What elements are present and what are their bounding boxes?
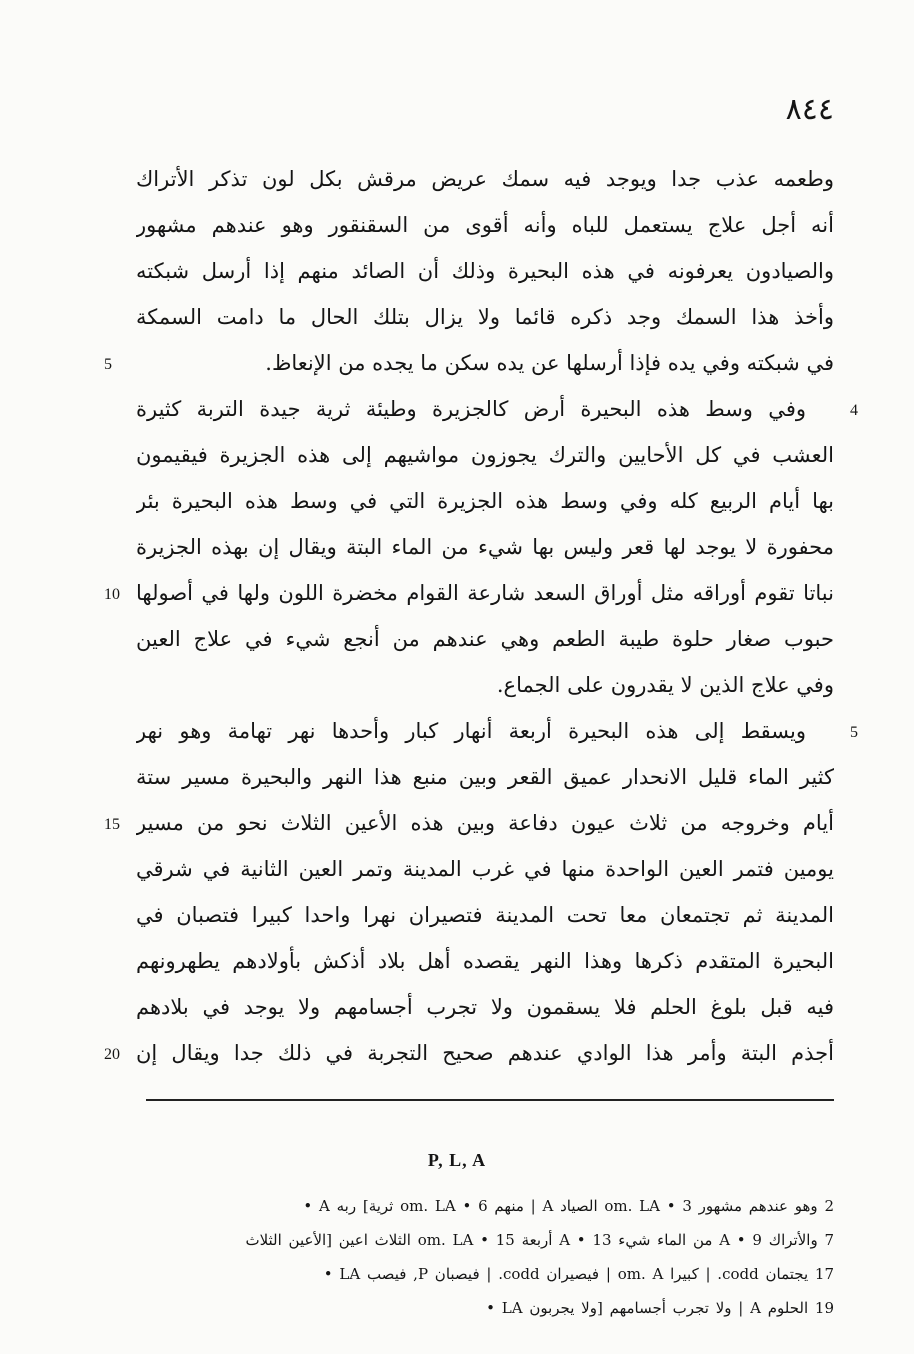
text-line: والصيادون يعرفونه في هذه البحيرة وذلك أن الصائد منهم إذا أرسل شبكته (136, 259, 834, 283)
text-line: وأخذ هذا السمك وجد ذكره قائما ولا يزال بتلك الحال ما دامت السمكة (136, 305, 834, 329)
text-line: المدينة ثم تجتمعان معا تحت المدينة فتصيران نهرا واحدا كبيرا فتصبان في (136, 903, 834, 927)
text-line: وفي وسط هذه البحيرة أرض كالجزيرة وطيئة ثرية جيدة التربة كثيرة (136, 397, 806, 421)
apparatus-line: 19 الحلوم A | ولا تجرب أجسامهم [ولا يجربون LA • (486, 1299, 834, 1317)
text-line: البحيرة المتقدم ذكرها وهذا النهر يقصده أهل بلاد أذكش بأولادهم يطهرونهم (136, 949, 834, 973)
paragraph-number-5: 5 (850, 724, 858, 741)
text-line: في شبكته وفي يده فإذا أرسلها عن يده سكن ما يجده من الإنعاظ. (265, 351, 834, 375)
text-line: نباتا تقوم أوراقه مثل أوراق السعد شارعة القوام مخضرة اللون ولها في أصولها (136, 581, 834, 605)
text-line: حبوب صغار حلوة طيبة الطعم وهي عندهم من أنجع شيء في علاج العين (136, 627, 834, 651)
text-line: ويسقط إلى هذه البحيرة أربعة أنهار كبار وأحدها نهر تهامة وهو نهر (136, 719, 806, 743)
text-line: كثير الماء قليل الانحدار عميق القعر وبين منبع هذا النهر والبحيرة مسير ستة (136, 765, 834, 789)
text-line: العشب في كل الأحايين والترك يجوزون مواشيهم إلى هذه الجزيرة فيقيمون (136, 443, 834, 467)
line-number-10: 10 (104, 586, 120, 603)
line-number-20: 20 (104, 1046, 120, 1063)
page-number: ٨٤٤ (785, 92, 834, 127)
text-line: فيه قبل بلوغ الحلم فلا يسقمون ولا تجرب أجسامهم ولا يوجد في بلادهم (136, 995, 834, 1019)
text-line: يومين فتمر العين الواحدة منها في غرب المدينة وتمر العين الثانية في شرقي (136, 857, 834, 881)
text-line: بها أيام الربيع كله وفي وسط هذه الجزيرة التي في وسط هذه البحيرة بئر (136, 489, 834, 513)
line-number-5: 5 (104, 356, 112, 373)
apparatus-line: 7 والأتراك A • 9 من الماء شيء A • 13 أربعة om. LA • 15 الثلاث اعين [الأعين الثلاث (245, 1231, 834, 1249)
text-line: وطعمه عذب جدا ويوجد فيه سمك عريض مرقش بكل لون تذكر الأتراك (136, 167, 834, 191)
text-line: وفي علاج الذين لا يقدرون على الجماع. (496, 673, 834, 697)
apparatus-line: 2 وهو عندهم مشهور om. LA • 3 الصياد A | منهم om. LA • 6 ثرية] ربه A • (303, 1197, 834, 1215)
text-line: محفورة لا يوجد لها قعر وليس بها شيء من الماء البتة ويقال إن بهذه الجزيرة (136, 535, 834, 559)
apparatus-sigla: P, L, A (427, 1150, 487, 1170)
apparatus-line: 17 يجتمان codd. | كبيرا om. A | فيصيران codd. | فيصبان P, فيصب LA • (323, 1265, 834, 1283)
paragraph-number-4: 4 (850, 402, 858, 419)
text-line: أيام وخروجه من ثلاث عيون دفاعة وبين هذه الأعين الثلاث نحو من مسير (136, 811, 834, 835)
text-line: أجذم البتة وأمر هذا الوادي عندهم صحيح التجربة في ذلك جدا ويقال إن (136, 1041, 834, 1065)
footnote-divider (146, 1099, 834, 1101)
line-number-15: 15 (104, 816, 120, 833)
text-line: أنه أجل علاج يستعمل للباه وأنه أقوى من السقنقور وهو عندهم مشهور (136, 213, 834, 237)
